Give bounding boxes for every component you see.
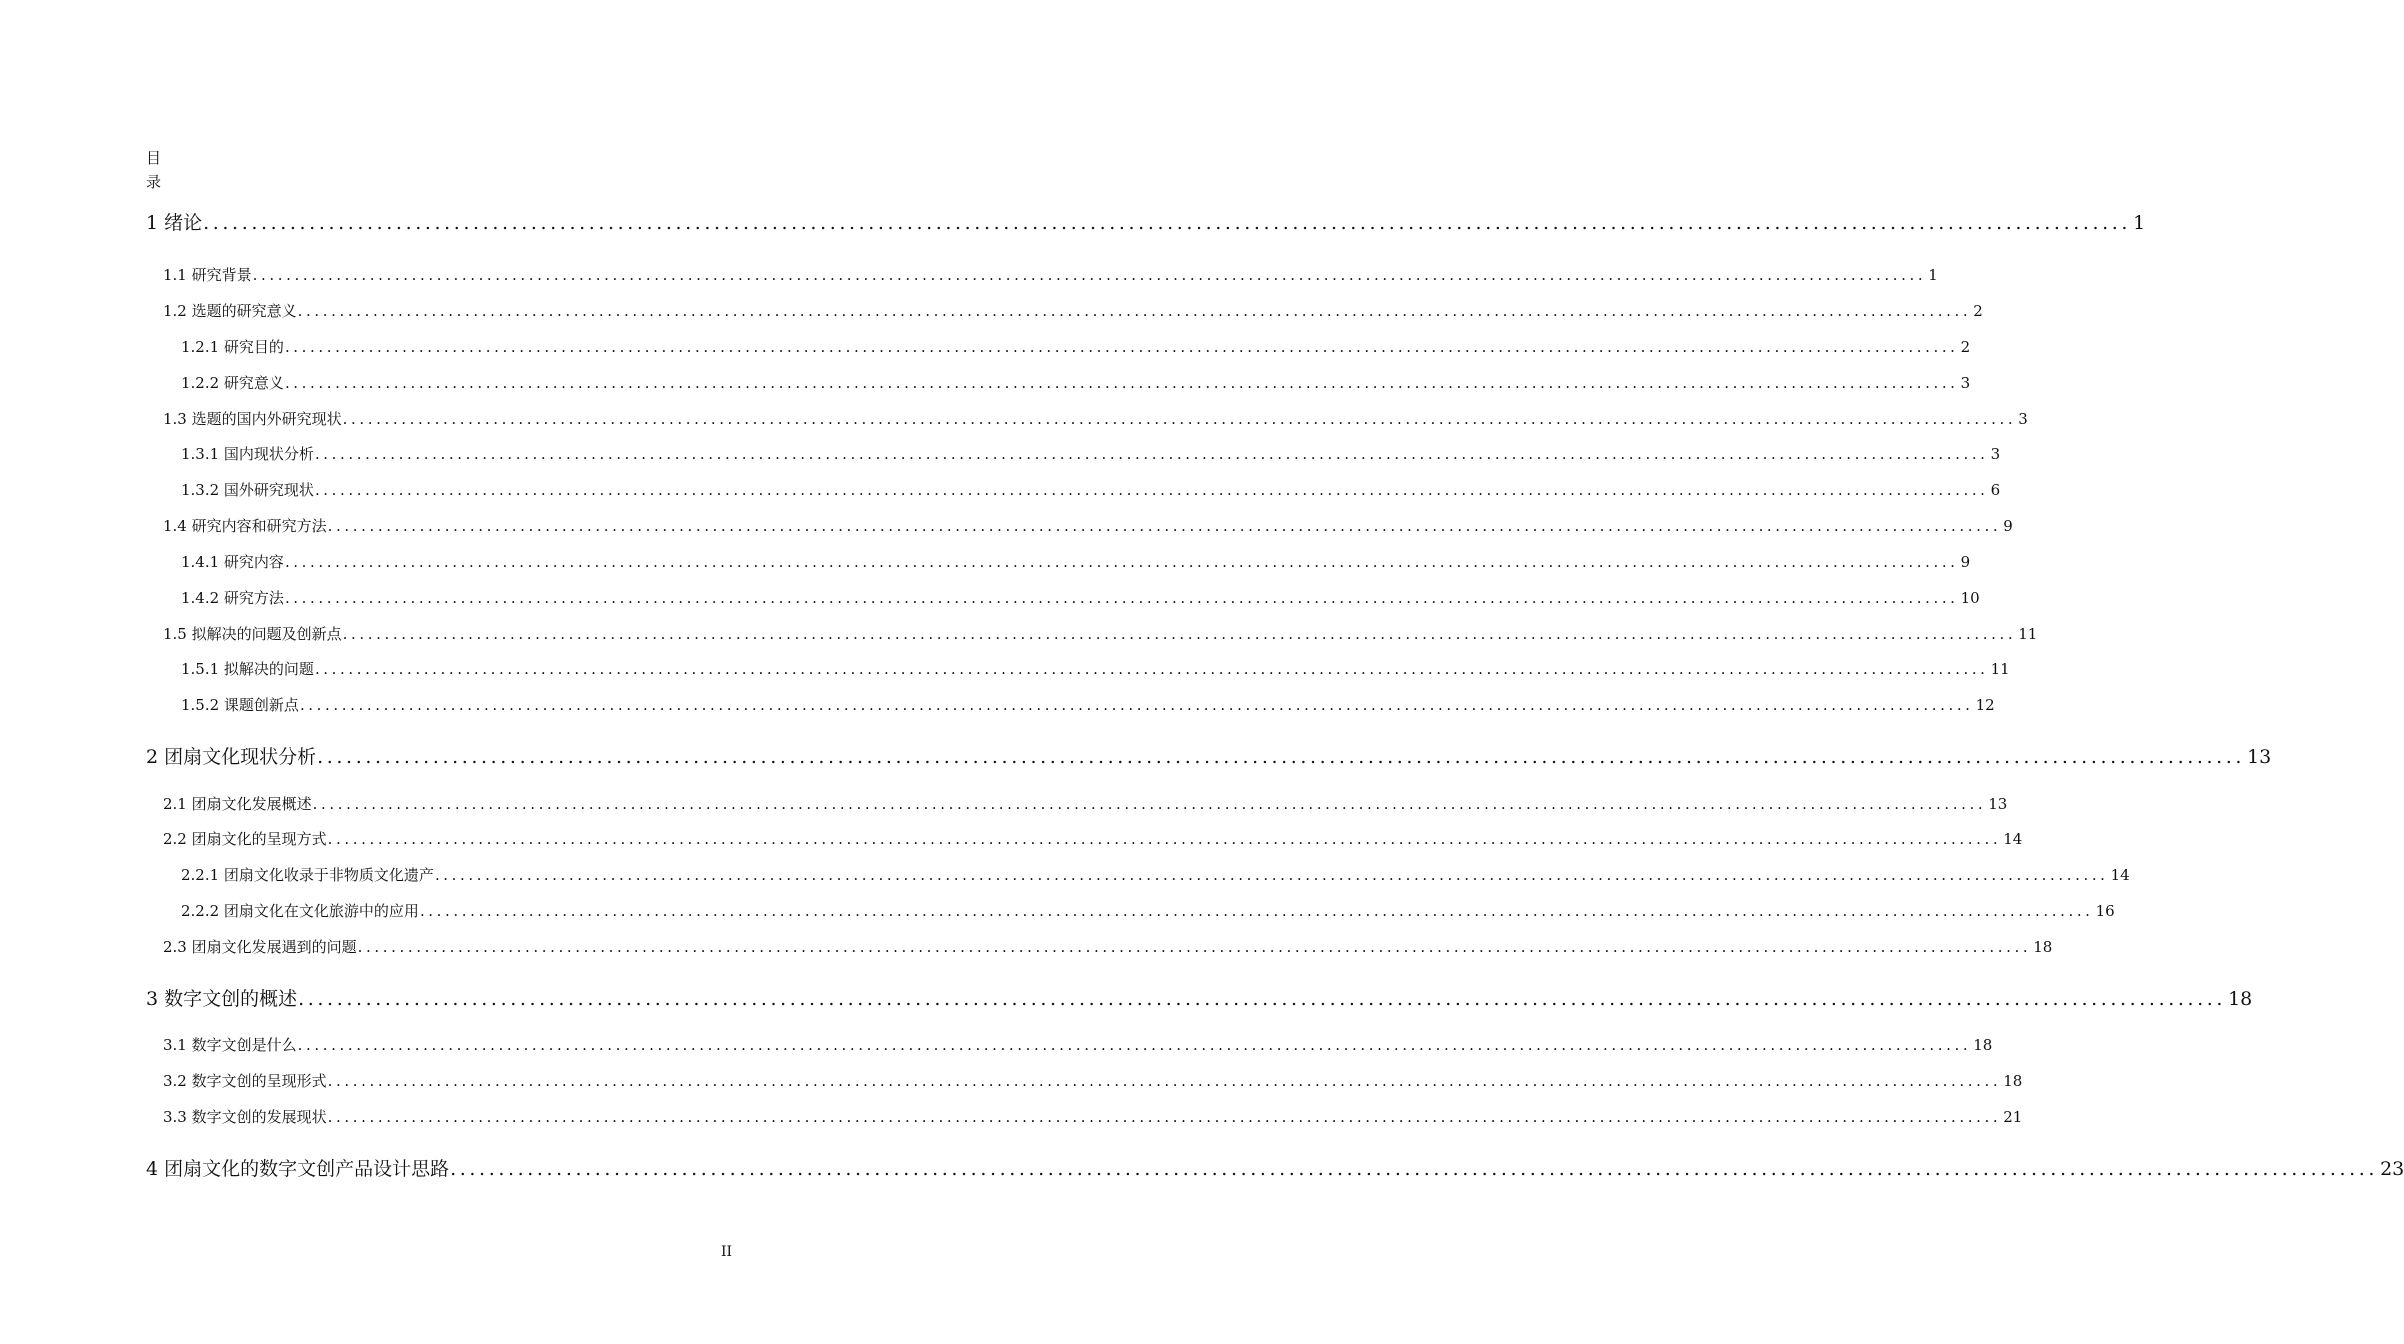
toc-entry[interactable] <box>181 443 2001 464</box>
dot-leader: ........................................................................................................................................................................................................ <box>284 553 1959 571</box>
toc-entry-label: 1.2.1 研究目的 <box>181 338 284 356</box>
toc-entry-label: 1.2 选题的研究意义 <box>163 302 297 320</box>
toc-entry-label: 3.3 数字文创的发展现状 <box>163 1108 327 1126</box>
dot-leader: ........................................................................................................................................................................................................ <box>284 338 1959 356</box>
toc-entry-label: 1.2.2 研究意义 <box>181 374 284 392</box>
dot-leader: ........................................................................................................................................................................................................ <box>327 830 2002 848</box>
toc-entry-page-number: 16 <box>2095 902 2115 920</box>
toc-entry[interactable] <box>163 1070 2023 1091</box>
dot-leader: ........................................................................................................................................................................................................ <box>312 795 1987 813</box>
toc-entry-label: 2.3 团扇文化发展遇到的问题 <box>163 938 357 956</box>
toc-entry-page-number: 14 <box>2110 866 2130 884</box>
dot-leader: ........................................................................................................................................................................................................ <box>314 445 1989 463</box>
toc-entry-label: 2.1 团扇文化发展概述 <box>163 795 312 813</box>
toc-entry-page-number: 3 <box>1960 374 1971 392</box>
toc-entry-page-number: 18 <box>1973 1036 1993 1054</box>
dot-leader: ........................................................................................................................................................................................................ <box>317 746 2246 768</box>
toc-entry[interactable] <box>181 551 1971 572</box>
dot-leader: ........................................................................................................................................................................................................ <box>284 374 1959 392</box>
dot-leader: ........................................................................................................................................................................................................ <box>327 1108 2002 1126</box>
toc-entry-page-number: 10 <box>1960 589 1980 607</box>
toc-entry[interactable] <box>163 793 2008 814</box>
toc-entry-page-number: 18 <box>2033 938 2053 956</box>
toc-entry[interactable] <box>163 515 2013 536</box>
dot-leader: ........................................................................................................................................................................................................ <box>299 696 1974 714</box>
toc-entry-label: 1.4.2 研究方法 <box>181 589 284 607</box>
dot-leader: ........................................................................................................................................................................................................ <box>327 1072 2002 1090</box>
toc-entry-page-number: 18 <box>2003 1072 2023 1090</box>
dot-leader: ........................................................................................................................................................................................................ <box>203 212 2132 234</box>
dot-leader: ........................................................................................................................................................................................................ <box>297 302 1972 320</box>
toc-entry-label: 2.2.2 团扇文化在文化旅游中的应用 <box>181 902 419 920</box>
toc-entry[interactable] <box>163 264 1938 285</box>
toc-entry[interactable] <box>146 208 2146 235</box>
toc-entry[interactable] <box>181 658 2010 679</box>
toc-entry[interactable] <box>163 828 2023 849</box>
toc-entry-page-number: 9 <box>2003 517 2013 535</box>
toc-entry-label: 1.5 拟解决的问题及创新点 <box>163 625 342 643</box>
toc-entry-page-number: 6 <box>1990 481 2001 499</box>
toc-entry[interactable] <box>163 1106 2023 1127</box>
dot-leader: ........................................................................................................................................................................................................ <box>314 481 1989 499</box>
toc-entry-label: 1.3 选题的国内外研究现状 <box>163 410 342 428</box>
dot-leader: ........................................................................................................................................................................................................ <box>342 410 2017 428</box>
toc-entry[interactable] <box>181 336 1971 357</box>
dot-leader: ........................................................................................................................................................................................................ <box>342 625 2017 643</box>
toc-entry[interactable] <box>163 1034 1993 1055</box>
toc-entry-page-number: 18 <box>2228 988 2253 1010</box>
toc-entry[interactable] <box>181 900 2115 921</box>
toc-entry-label: 2 团扇文化现状分析 <box>146 746 317 768</box>
toc-entry-label: 3.2 数字文创的呈现形式 <box>163 1072 327 1090</box>
toc-entry[interactable] <box>146 984 2253 1011</box>
toc-entry-label: 3 数字文创的概述 <box>146 988 298 1010</box>
toc-entry-label: 1 绪论 <box>146 212 203 234</box>
toc-entry[interactable] <box>181 694 1995 715</box>
toc-heading <box>146 146 176 194</box>
toc-entry-label: 1.4.1 研究内容 <box>181 553 284 571</box>
toc-entry-page-number: 2 <box>1960 338 1971 356</box>
dot-leader: ........................................................................................................................................................................................................ <box>357 938 2032 956</box>
toc-entry[interactable] <box>163 300 1983 321</box>
toc-heading-char-1: 目 <box>146 149 162 167</box>
page-number-footer: II <box>720 1244 732 1260</box>
toc-entry-label: 4 团扇文化的数字文创产品设计思路 <box>146 1158 450 1180</box>
toc-entry-page-number: 11 <box>1990 660 2010 678</box>
toc-entry-page-number: 12 <box>1975 696 1995 714</box>
toc-entry-page-number: 11 <box>2018 625 2038 643</box>
dot-leader: ........................................................................................................................................................................................................ <box>419 902 2094 920</box>
toc-entry-page-number: 1 <box>1928 266 1938 284</box>
dot-leader: ........................................................................................................................................................................................................ <box>450 1158 2379 1180</box>
toc-entry-page-number: 14 <box>2003 830 2023 848</box>
toc-entry-label: 1.3.2 国外研究现状 <box>181 481 314 499</box>
toc-entry[interactable] <box>181 864 2130 885</box>
toc-entry-label: 2.2 团扇文化的呈现方式 <box>163 830 327 848</box>
toc-entry-label: 1.3.1 国内现状分析 <box>181 445 314 463</box>
toc-entry-label: 1.5.1 拟解决的问题 <box>181 660 314 678</box>
toc-entry[interactable] <box>163 623 2038 644</box>
toc-entry-page-number: 9 <box>1960 553 1971 571</box>
dot-leader: ........................................................................................................................................................................................................ <box>252 266 1927 284</box>
toc-entry-label: 3.1 数字文创是什么 <box>163 1036 297 1054</box>
toc-entry[interactable] <box>146 1154 2404 1181</box>
toc-entry[interactable] <box>181 479 2001 500</box>
dot-leader: ........................................................................................................................................................................................................ <box>297 1036 1972 1054</box>
toc-entry-label: 2.2.1 团扇文化收录于非物质文化遗产 <box>181 866 434 884</box>
toc-entry[interactable] <box>146 742 2272 769</box>
toc-entry-page-number: 2 <box>1973 302 1983 320</box>
dot-leader: ........................................................................................................................................................................................................ <box>327 517 2002 535</box>
toc-entry-page-number: 3 <box>1990 445 2001 463</box>
toc-entry-page-number: 21 <box>2003 1108 2023 1126</box>
toc-entry-page-number: 13 <box>1988 795 2008 813</box>
dot-leader: ........................................................................................................................................................................................................ <box>434 866 2109 884</box>
dot-leader: ........................................................................................................................................................................................................ <box>284 589 1959 607</box>
toc-entry-label: 1.5.2 课题创新点 <box>181 696 299 714</box>
toc-entry[interactable] <box>181 372 1971 393</box>
toc-entry-page-number: 3 <box>2018 410 2028 428</box>
toc-entry[interactable] <box>163 936 2053 957</box>
toc-entry-page-number: 13 <box>2247 746 2272 768</box>
toc-entry-label: 1.1 研究背景 <box>163 266 252 284</box>
dot-leader: ........................................................................................................................................................................................................ <box>298 988 2227 1010</box>
toc-entry[interactable] <box>163 408 2028 429</box>
toc-entry[interactable] <box>181 587 1980 608</box>
toc-entry-label: 1.4 研究内容和研究方法 <box>163 517 327 535</box>
toc-heading-char-2: 录 <box>146 173 162 191</box>
toc-entry-page-number: 1 <box>2133 212 2146 234</box>
toc-entry-page-number: 23 <box>2380 1158 2404 1180</box>
dot-leader: ........................................................................................................................................................................................................ <box>314 660 1989 678</box>
